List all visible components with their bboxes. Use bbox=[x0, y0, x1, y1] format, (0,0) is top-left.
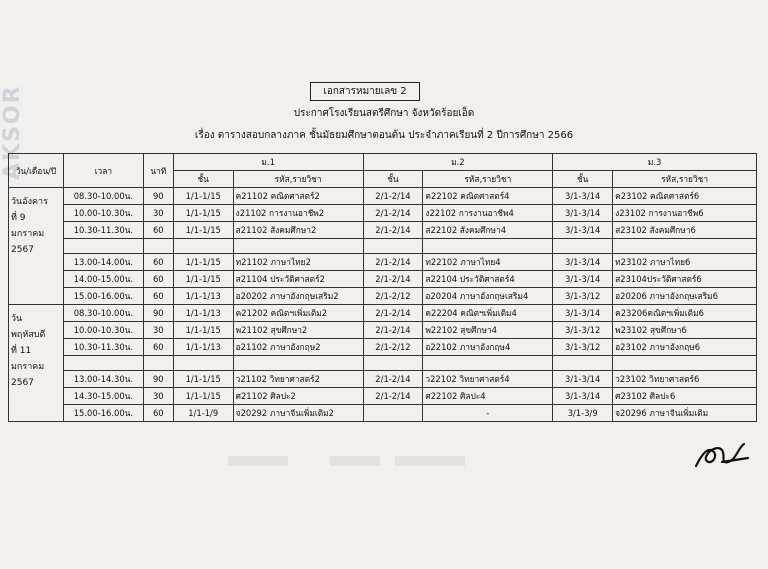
cell-c3: 3/1-3/12 bbox=[553, 288, 613, 305]
spacer-cell bbox=[613, 239, 757, 254]
header-m1: ม.1 bbox=[173, 154, 363, 171]
cell-time: 10.00-10.30น. bbox=[63, 205, 143, 222]
cell-time: 08.30-10.00น. bbox=[63, 188, 143, 205]
bleed-through-text: AKSOR bbox=[0, 84, 25, 180]
exam-schedule-table bbox=[8, 153, 757, 422]
cell-s3: อ20206 ภาษาอังกฤษเสริม6 bbox=[613, 288, 757, 305]
spacer-row bbox=[9, 356, 757, 371]
cell-min: 30 bbox=[143, 322, 173, 339]
cell-s3: ส23102 สังคมศึกษา6 bbox=[613, 222, 757, 239]
cell-s1: อ20202 ภาษาอังกฤษเสริม2 bbox=[233, 288, 363, 305]
signature-mark bbox=[692, 436, 752, 476]
cell-s3: อ23102 ภาษาอังกฤษ6 bbox=[613, 339, 757, 356]
cell-c1: 1/1-1/15 bbox=[173, 271, 233, 288]
cell-s1: ง21102 การงานอาชีพ2 bbox=[233, 205, 363, 222]
cell-min: 60 bbox=[143, 222, 173, 239]
cell-s1: ค21202 คณิตฯเพิ่มเติม2 bbox=[233, 305, 363, 322]
document-number-label: เอกสารหมายเลข 2 bbox=[310, 82, 420, 101]
cell-min: 90 bbox=[143, 371, 173, 388]
cell-s1: ค21102 คณิตศาสตร์2 bbox=[233, 188, 363, 205]
bleed-through-mark bbox=[395, 456, 465, 466]
table-row bbox=[9, 371, 757, 388]
header-subject-m1: รหัส,รายวิชา bbox=[233, 171, 363, 188]
announcement-title: ประกาศโรงเรียนสตรีศึกษา จังหวัดร้อยเอ็ด bbox=[293, 108, 475, 119]
header-m3: ม.3 bbox=[553, 154, 757, 171]
day-line: วัน bbox=[11, 314, 23, 324]
cell-time: 14.30-15.00น. bbox=[63, 388, 143, 405]
cell-s1: พ21102 สุขศึกษา2 bbox=[233, 322, 363, 339]
cell-c1: 1/1-1/15 bbox=[173, 222, 233, 239]
spacer-cell bbox=[553, 239, 613, 254]
cell-s2: ส22102 สังคมศึกษา4 bbox=[423, 222, 553, 239]
table-row bbox=[9, 222, 757, 239]
cell-c2: 2/1-2/14 bbox=[363, 271, 423, 288]
cell-s1: ส21102 สังคมศึกษา2 bbox=[233, 222, 363, 239]
cell-s2: ค22204 คณิตฯเพิ่มเติม4 bbox=[423, 305, 553, 322]
cell-c3: 3/1-3/14 bbox=[553, 388, 613, 405]
cell-s1: ว21102 วิทยาศาสตร์2 bbox=[233, 371, 363, 388]
cell-c1: 1/1-1/15 bbox=[173, 254, 233, 271]
spacer-cell bbox=[173, 356, 233, 371]
cell-s3: ง23102 การงานอาชีพ6 bbox=[613, 205, 757, 222]
table-row bbox=[9, 339, 757, 356]
cell-min: 30 bbox=[143, 205, 173, 222]
cell-time: 10.30-11.30น. bbox=[63, 339, 143, 356]
cell-c1: 1/1-1/15 bbox=[173, 322, 233, 339]
day-line: ที่ 9 bbox=[11, 213, 26, 223]
table-row bbox=[9, 322, 757, 339]
spacer-cell bbox=[363, 239, 423, 254]
cell-c3: 3/1-3/12 bbox=[553, 322, 613, 339]
header-subject-m2: รหัส,รายวิชา bbox=[423, 171, 553, 188]
cell-min: 60 bbox=[143, 271, 173, 288]
cell-s2: ว22102 วิทยาศาสตร์4 bbox=[423, 371, 553, 388]
cell-c1: 1/1-1/15 bbox=[173, 371, 233, 388]
cell-c3: 3/1-3/14 bbox=[553, 305, 613, 322]
spacer-cell bbox=[423, 239, 553, 254]
spacer-cell bbox=[63, 239, 143, 254]
cell-c2: 2/1-2/14 bbox=[363, 188, 423, 205]
header-class-m1: ชั้น bbox=[173, 171, 233, 188]
cell-s1: ส21104 ประวัติศาสตร์2 bbox=[233, 271, 363, 288]
table-row bbox=[9, 288, 757, 305]
spacer-cell bbox=[423, 356, 553, 371]
cell-c2 bbox=[363, 405, 423, 422]
day-cell bbox=[9, 188, 64, 305]
day-line: ที่ 11 bbox=[11, 346, 32, 356]
table-row bbox=[9, 388, 757, 405]
cell-c2: 2/1-2/14 bbox=[363, 388, 423, 405]
header-subject-m3: รหัส,รายวิชา bbox=[613, 171, 757, 188]
spacer-cell bbox=[63, 356, 143, 371]
schedule-body bbox=[9, 188, 757, 422]
cell-s2: - bbox=[423, 405, 553, 422]
header-minutes: นาที bbox=[143, 154, 173, 188]
day-cell bbox=[9, 305, 64, 422]
cell-min: 90 bbox=[143, 188, 173, 205]
table-row bbox=[9, 254, 757, 271]
cell-s2: พ22102 สุขศึกษา4 bbox=[423, 322, 553, 339]
cell-s3: ค23102 คณิตศาสตร์6 bbox=[613, 188, 757, 205]
cell-c2: 2/1-2/12 bbox=[363, 288, 423, 305]
spacer-cell bbox=[233, 239, 363, 254]
spacer-cell bbox=[173, 239, 233, 254]
table-row bbox=[9, 205, 757, 222]
cell-s2: ท22102 ภาษาไทย4 bbox=[423, 254, 553, 271]
cell-time: 08.30-10.00น. bbox=[63, 305, 143, 322]
cell-s2: อ20204 ภาษาอังกฤษเสริม4 bbox=[423, 288, 553, 305]
cell-c2: 2/1-2/14 bbox=[363, 371, 423, 388]
table-row bbox=[9, 305, 757, 322]
cell-min: 90 bbox=[143, 305, 173, 322]
cell-min: 60 bbox=[143, 254, 173, 271]
announcement-subject: เรื่อง ตารางสอบกลางภาค ชั้นมัธยมศึกษาตอนต้น ประจำภาคเรียนที่ 2 ปีการศึกษา 2566 bbox=[194, 130, 574, 141]
cell-s3: ศ23102 ศิลปะ6 bbox=[613, 388, 757, 405]
header-class-m2: ชั้น bbox=[363, 171, 423, 188]
spacer-cell bbox=[143, 356, 173, 371]
spacer-cell bbox=[363, 356, 423, 371]
table-row bbox=[9, 188, 757, 205]
cell-c3: 3/1-3/14 bbox=[553, 371, 613, 388]
cell-c1: 1/1-1/9 bbox=[173, 405, 233, 422]
header-m2: ม.2 bbox=[363, 154, 553, 171]
cell-c1: 1/1-1/15 bbox=[173, 388, 233, 405]
cell-s3: ท23102 ภาษาไทย6 bbox=[613, 254, 757, 271]
cell-c3: 3/1-3/14 bbox=[553, 222, 613, 239]
bleed-through-mark bbox=[330, 456, 380, 466]
cell-time: 15.00-16.00น. bbox=[63, 288, 143, 305]
cell-time: 10.00-10.30น. bbox=[63, 322, 143, 339]
cell-s3: พ23102 สุขศึกษา6 bbox=[613, 322, 757, 339]
cell-s2: ง22102 การงานอาชีพ4 bbox=[423, 205, 553, 222]
cell-c2: 2/1-2/12 bbox=[363, 339, 423, 356]
cell-time: 15.00-16.00น. bbox=[63, 405, 143, 422]
cell-min: 60 bbox=[143, 339, 173, 356]
cell-c2: 2/1-2/14 bbox=[363, 322, 423, 339]
cell-time: 10.30-11.30น. bbox=[63, 222, 143, 239]
day-line: มกราคม bbox=[11, 362, 45, 372]
cell-c2: 2/1-2/14 bbox=[363, 222, 423, 239]
cell-s1: จ20292 ภาษาจีนเพิ่มเติม2 bbox=[233, 405, 363, 422]
cell-c1: 1/1-1/13 bbox=[173, 288, 233, 305]
header-time: เวลา bbox=[63, 154, 143, 188]
cell-time: 13.00-14.00น. bbox=[63, 254, 143, 271]
cell-c2: 2/1-2/14 bbox=[363, 305, 423, 322]
cell-c1: 1/1-1/15 bbox=[173, 188, 233, 205]
cell-c3: 3/1-3/14 bbox=[553, 205, 613, 222]
day-line: วันอังคาร bbox=[11, 197, 48, 207]
day-line: มกราคม bbox=[11, 229, 45, 239]
cell-s2: อ22102 ภาษาอังกฤษ4 bbox=[423, 339, 553, 356]
cell-min: 60 bbox=[143, 288, 173, 305]
cell-c3: 3/1-3/9 bbox=[553, 405, 613, 422]
cell-min: 30 bbox=[143, 388, 173, 405]
table-row bbox=[9, 405, 757, 422]
cell-c3: 3/1-3/14 bbox=[553, 271, 613, 288]
cell-s3: ว23102 วิทยาศาสตร์6 bbox=[613, 371, 757, 388]
cell-s2: ศ22102 ศิลปะ4 bbox=[423, 388, 553, 405]
cell-min: 60 bbox=[143, 405, 173, 422]
cell-c2: 2/1-2/14 bbox=[363, 205, 423, 222]
cell-time: 14.00-15.00น. bbox=[63, 271, 143, 288]
cell-c3: 3/1-3/14 bbox=[553, 254, 613, 271]
header-class-m3: ชั้น bbox=[553, 171, 613, 188]
cell-c1: 1/1-1/13 bbox=[173, 339, 233, 356]
table-row bbox=[9, 271, 757, 288]
cell-c3: 3/1-3/12 bbox=[553, 339, 613, 356]
spacer-cell bbox=[143, 239, 173, 254]
bleed-through-mark bbox=[228, 456, 288, 466]
day-line: 2567 bbox=[11, 378, 34, 388]
spacer-row bbox=[9, 239, 757, 254]
cell-s3: จ20296 ภาษาจีนเพิ่มเติม bbox=[613, 405, 757, 422]
cell-c1: 1/1-1/13 bbox=[173, 305, 233, 322]
cell-c1: 1/1-1/15 bbox=[173, 205, 233, 222]
cell-s3: ค23206คณิตฯเพิ่มเติม6 bbox=[613, 305, 757, 322]
day-line: 2567 bbox=[11, 245, 34, 255]
spacer-cell bbox=[613, 356, 757, 371]
cell-s1: อ21102 ภาษาอังกฤษ2 bbox=[233, 339, 363, 356]
cell-c2: 2/1-2/14 bbox=[363, 254, 423, 271]
cell-s3: ส23104ประวัติศาสตร์6 bbox=[613, 271, 757, 288]
spacer-cell bbox=[233, 356, 363, 371]
cell-s1: ท21102 ภาษาไทย2 bbox=[233, 254, 363, 271]
cell-s2: ค22102 คณิตศาสตร์4 bbox=[423, 188, 553, 205]
day-line: พฤหัสบดี bbox=[11, 330, 46, 340]
cell-s2: ส22104 ประวัติศาสตร์4 bbox=[423, 271, 553, 288]
header-date: วัน/เดือน/ปี bbox=[9, 154, 64, 188]
cell-time: 13.00-14.30น. bbox=[63, 371, 143, 388]
spacer-cell bbox=[553, 356, 613, 371]
cell-s1: ศ21102 ศิลปะ2 bbox=[233, 388, 363, 405]
cell-c3: 3/1-3/14 bbox=[553, 188, 613, 205]
